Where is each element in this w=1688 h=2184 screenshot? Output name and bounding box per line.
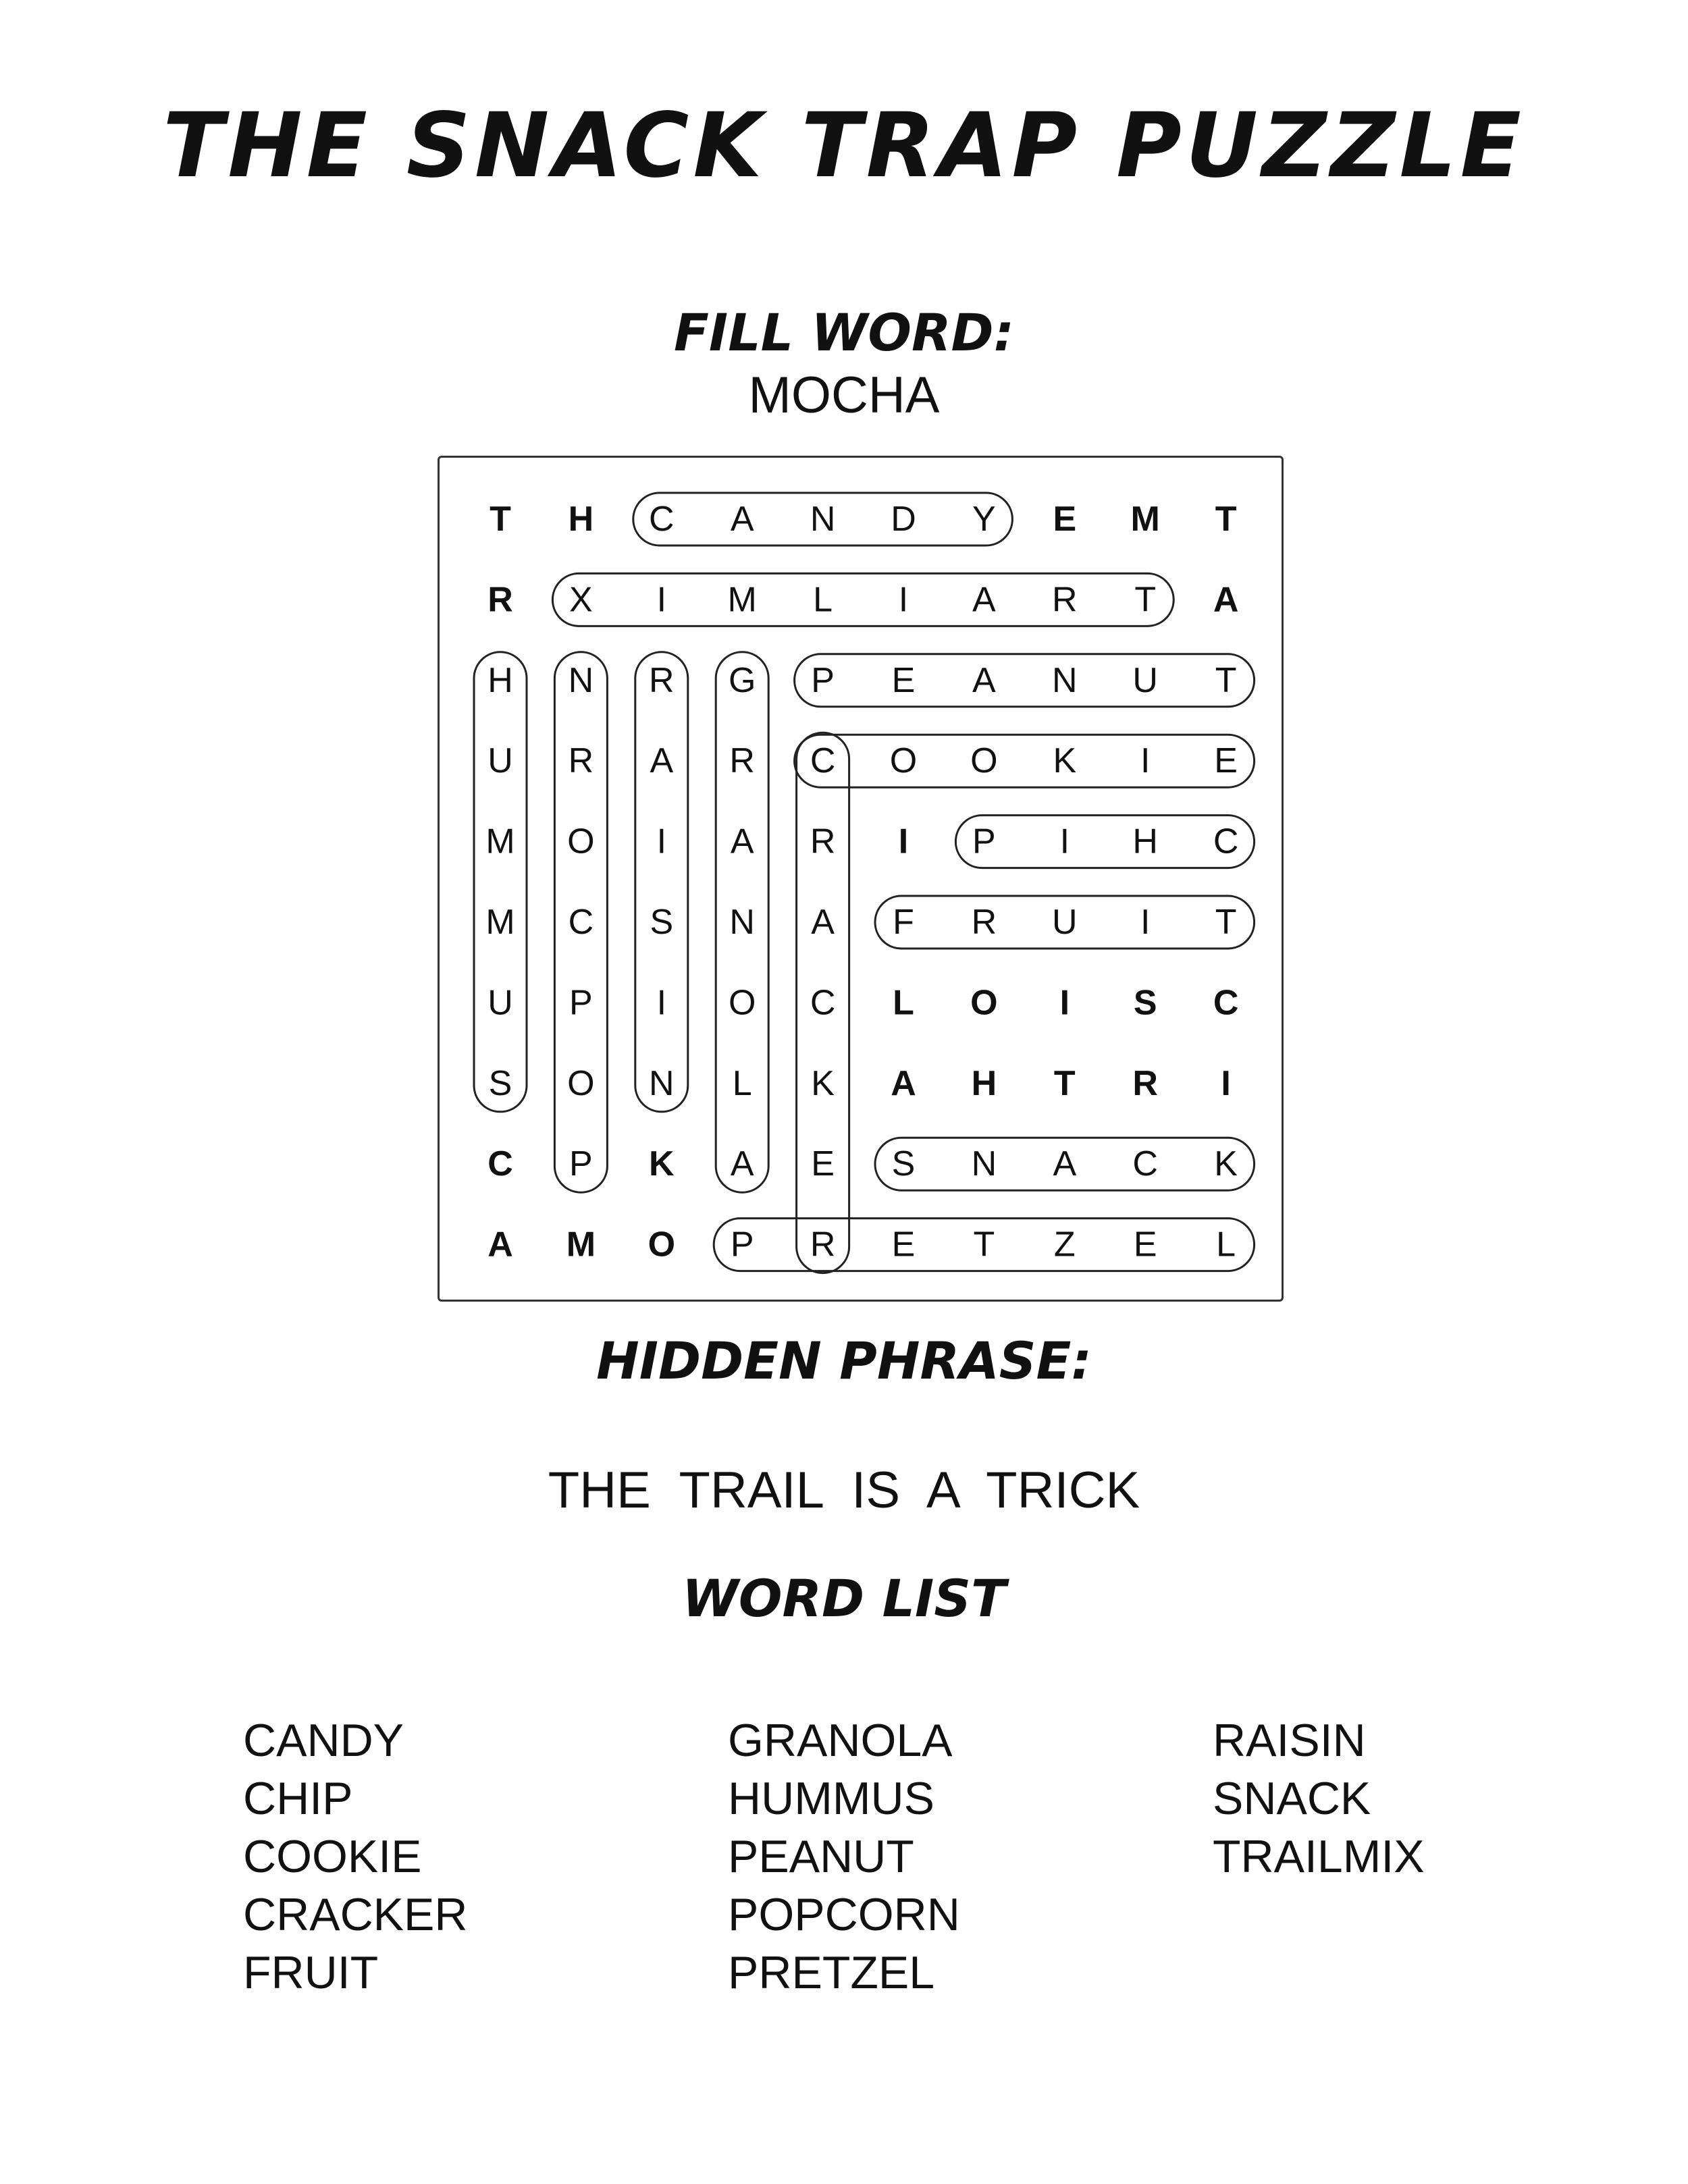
grid-letter: C xyxy=(1213,822,1239,861)
grid-letter: P xyxy=(972,822,996,861)
grid-letter: A xyxy=(972,660,996,700)
grid-letter: Y xyxy=(972,500,996,539)
grid-letter: U xyxy=(1052,903,1078,942)
word-list-item: CANDY xyxy=(243,1715,404,1766)
grid-letter: U xyxy=(1132,660,1158,700)
grid-letter: E xyxy=(811,1144,835,1184)
grid-letter: P xyxy=(730,1225,754,1264)
grid-letter: N xyxy=(971,1144,997,1184)
grid-letter: C xyxy=(649,500,675,539)
found-word-outline-raisin xyxy=(635,652,688,1112)
found-word-outline-chip xyxy=(955,816,1254,868)
grid-letter: T xyxy=(973,1225,995,1264)
grid-letter: I xyxy=(898,822,909,861)
grid-letter: N xyxy=(649,1063,675,1103)
grid-letter: L xyxy=(893,983,914,1023)
word-list-column-3 xyxy=(1213,1711,1425,1886)
grid-letter: N xyxy=(568,660,594,700)
grid-letter: K xyxy=(1053,741,1077,781)
hidden-phrase-label: HIDDEN PHRASE: xyxy=(596,1331,1092,1391)
word-list-item: GRANOLA xyxy=(728,1715,953,1766)
grid-letter: R xyxy=(649,660,675,700)
grid-letter: T xyxy=(1215,500,1237,539)
grid-letter: R xyxy=(1052,580,1078,620)
grid-letter: A xyxy=(811,903,835,942)
word-list-item: SNACK xyxy=(1213,1773,1371,1824)
grid-letter: P xyxy=(569,1144,593,1184)
grid-letter: O xyxy=(567,1063,595,1103)
grid-letter: G xyxy=(728,660,756,700)
grid-letter: U xyxy=(487,983,513,1023)
grid-letter: T xyxy=(1053,1063,1076,1103)
word-list-item: CHIP xyxy=(243,1773,353,1824)
grid-letter: A xyxy=(650,741,674,781)
grid-letter: C xyxy=(1132,1144,1158,1184)
grid-letter: P xyxy=(811,660,835,700)
grid-letter: E xyxy=(1053,500,1077,539)
grid-letter: I xyxy=(1059,983,1070,1023)
grid-letter: R xyxy=(487,580,513,620)
grid-letter: A xyxy=(1213,580,1239,620)
grid-letter: I xyxy=(1059,822,1070,861)
grid-letter: T xyxy=(490,500,511,539)
grid-letter: K xyxy=(649,1144,675,1184)
grid-letter: L xyxy=(732,1063,752,1103)
grid-letter: N xyxy=(1052,660,1078,700)
grid-letter: R xyxy=(729,741,755,781)
grid-letter: A xyxy=(730,1144,754,1184)
grid-letter: O xyxy=(970,983,998,1023)
grid-letter: C xyxy=(568,903,594,942)
grid-letter: N xyxy=(810,500,836,539)
grid-letter: F xyxy=(893,903,914,942)
grid-letter: K xyxy=(1214,1144,1238,1184)
found-word-outline-trailmix xyxy=(552,573,1173,626)
grid-letter: A xyxy=(730,500,754,539)
grid-letter: M xyxy=(485,822,515,861)
grid-letter: T xyxy=(1215,903,1237,942)
fill-word-label: FILL WORD: xyxy=(674,302,1014,363)
grid-letter: R xyxy=(568,741,594,781)
grid-letter: X xyxy=(569,580,593,620)
grid-letter: R xyxy=(971,903,997,942)
grid-letter: H xyxy=(971,1063,997,1103)
grid-letter: S xyxy=(1133,983,1157,1023)
word-list-item: RAISIN xyxy=(1213,1715,1366,1766)
grid-letter: A xyxy=(1053,1144,1077,1184)
grid-letter: Z xyxy=(1053,1225,1076,1264)
grid-letter: O xyxy=(648,1225,676,1264)
grid-letter: A xyxy=(972,580,996,620)
grid-letter: M xyxy=(1130,500,1160,539)
word-list-item: COOKIE xyxy=(243,1831,422,1882)
grid-letter: A xyxy=(730,822,754,861)
grid-letter: M xyxy=(566,1225,596,1264)
word-list-item: PEANUT xyxy=(728,1831,914,1882)
grid-letter: N xyxy=(729,903,755,942)
grid-letter: O xyxy=(889,741,918,781)
grid-letter: I xyxy=(656,983,667,1023)
grid-letter: O xyxy=(567,822,595,861)
grid-letter: E xyxy=(1133,1225,1157,1264)
found-word-outline-cookie xyxy=(795,735,1255,787)
grid-letter: R xyxy=(1132,1063,1158,1103)
grid-letter: C xyxy=(1213,983,1239,1023)
word-list-item: POPCORN xyxy=(728,1889,960,1940)
grid-letter: S xyxy=(488,1063,512,1103)
grid-letter: A xyxy=(891,1063,916,1103)
grid-letter: H xyxy=(1132,822,1158,861)
grid-letter: L xyxy=(813,580,833,620)
grid-letter: I xyxy=(656,580,667,620)
word-list-item: FRUIT xyxy=(243,1947,379,1998)
grid-letter: S xyxy=(650,903,674,942)
grid-letter: K xyxy=(811,1063,835,1103)
grid-letter: T xyxy=(1215,660,1237,700)
grid-letter: R xyxy=(810,1225,836,1264)
found-word-outline-hummus xyxy=(474,652,527,1112)
grid-letter: U xyxy=(487,741,513,781)
puzzle-title: THE SNACK TRAP PUZZLE xyxy=(163,94,1525,198)
grid-letter: I xyxy=(898,580,909,620)
grid-letter: R xyxy=(810,822,836,861)
word-list-column-2 xyxy=(728,1711,960,2002)
grid-letter: L xyxy=(1216,1225,1236,1264)
grid-letter: H xyxy=(487,660,513,700)
grid-letter: O xyxy=(728,983,756,1023)
word-list-item: PRETZEL xyxy=(728,1947,935,1998)
grid-letter: M xyxy=(727,580,757,620)
word-list-item: HUMMUS xyxy=(728,1773,934,1824)
grid-letter: E xyxy=(891,660,916,700)
grid-letter: C xyxy=(487,1144,513,1184)
grid-letter: M xyxy=(485,903,515,942)
grid-letter: T xyxy=(1134,580,1157,620)
word-list-item: CRACKER xyxy=(243,1889,468,1940)
found-word-outline-peanut xyxy=(795,654,1255,707)
grid-letter: E xyxy=(1214,741,1238,781)
grid-letter: I xyxy=(1140,741,1151,781)
grid-letter: A xyxy=(487,1225,513,1264)
word-list-column-1 xyxy=(243,1711,468,2002)
word-search-grid-svg xyxy=(440,458,1286,1304)
fill-word: MOCHA xyxy=(748,367,940,424)
grid-letter: E xyxy=(891,1225,916,1264)
word-search-grid xyxy=(438,456,1284,1302)
grid-letter: P xyxy=(569,983,593,1023)
grid-letter: C xyxy=(810,741,836,781)
grid-letter: D xyxy=(891,500,916,539)
word-list-label: WORD LIST xyxy=(682,1568,1006,1628)
hidden-phrase: THE TRAIL IS A TRICK xyxy=(548,1462,1140,1519)
grid-letter: C xyxy=(810,983,836,1023)
grid-letter: O xyxy=(970,741,998,781)
grid-letter: I xyxy=(1140,903,1151,942)
grid-letter: I xyxy=(1221,1063,1231,1103)
grid-letter: S xyxy=(891,1144,916,1184)
grid-letter: I xyxy=(656,822,667,861)
grid-letter: H xyxy=(568,500,594,539)
word-list-item: TRAILMIX xyxy=(1213,1831,1425,1882)
